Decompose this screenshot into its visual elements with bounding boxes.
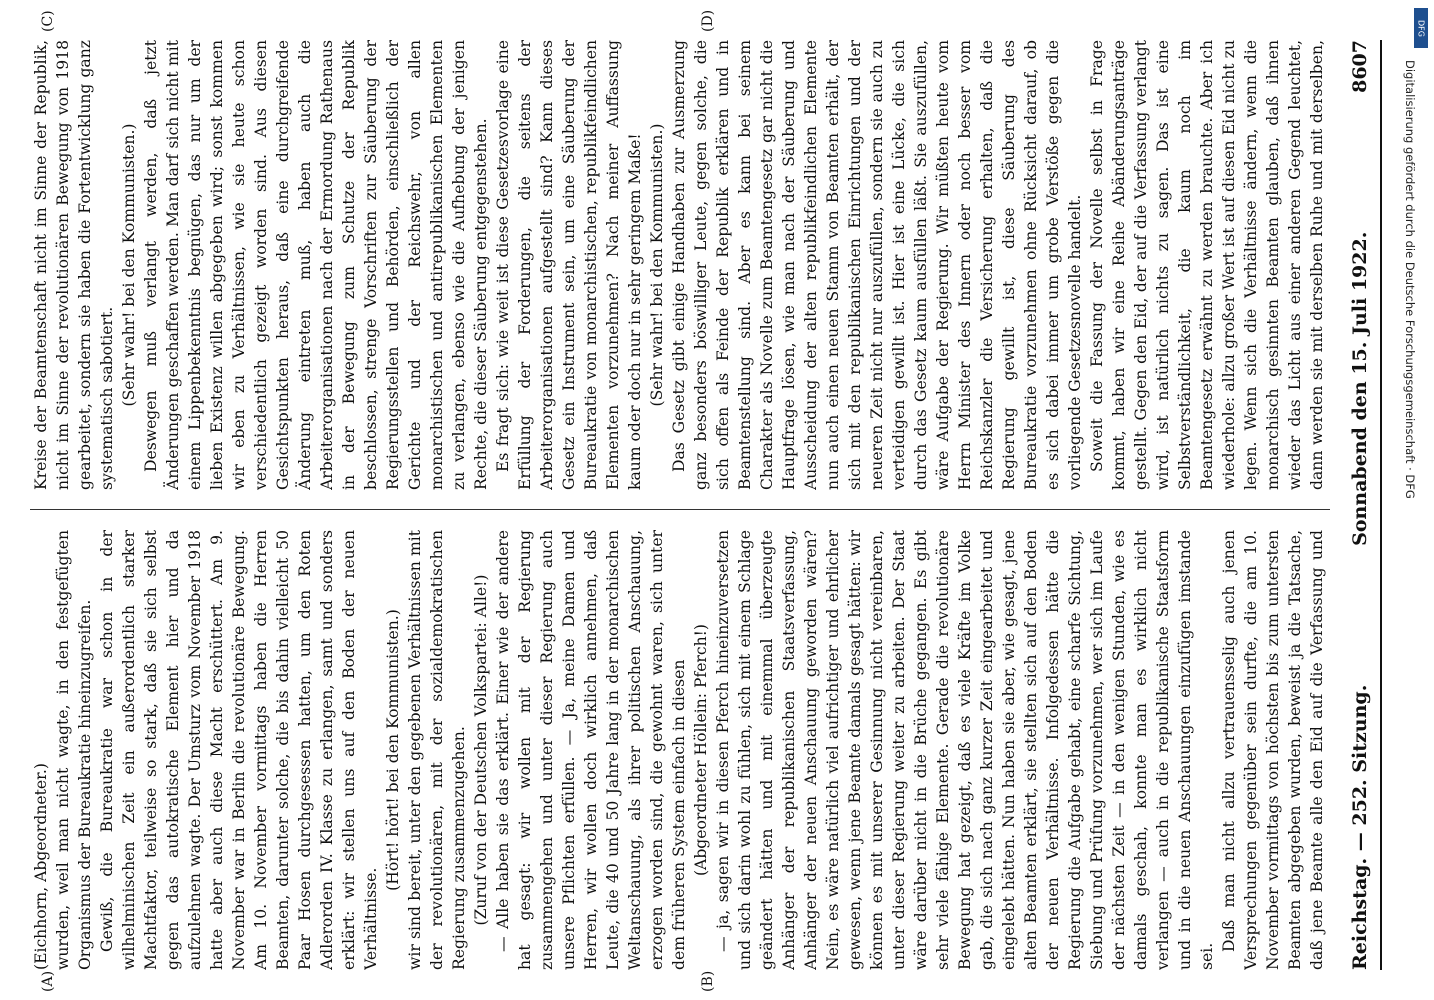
paragraph: (Sehr wahr! bei den Kommunisten.)	[120, 123, 138, 407]
paragraph: Kreise der Beamtenschaft nicht im Sinne der Republik, nicht im Sinne der revolutionären Bewegung von 1918 gearbeitet, sondern sie haben die Fortentwicklung ganz systematisch sabotiert.	[32, 40, 116, 490]
header-session: Reichstag. — 252. Sitzung.	[1349, 684, 1371, 970]
dfg-logo: DFG	[1414, 8, 1428, 48]
paragraph: Daß man nicht allzu vertrauensselig auch jenen Versprechungen gegenüber sein durfte, die am 10. November vormittags von höchsten bis zum untersten Beamten abgegeben wurden, beweist ja die Tatsache, daß jene Beamte alle den Eid auf die Verfassung und	[1220, 530, 1326, 970]
paragraph: (Sehr wahr! bei den Kommunisten.)	[648, 123, 666, 407]
margin-marker-d: (D)	[700, 9, 716, 32]
text-column-right	[30, 40, 1330, 490]
margin-marker-c: (C)	[40, 10, 56, 32]
paragraph: Das Gesetz gibt einige Handhaben zur Ausmerzung ganz besonders böswilliger Leute, gegen solche, die sich offen als Feinde der Republik erklären und in Beamtenstellung sind. Aber es kann bei seinem Charakter als Novelle zum Beamtengesetz gar nicht die Hauptfrage lösen, wie man nach der Säuberung und Ausscheidung der alten republikfeindlichen Elemente nun auch einen neuen Stamm von Beamten erhält, der sich mit den republikanischen Einrichtungen und der neueren Zeit nicht nur auszufüllen, sondern sie auch zu verteidigen gewillt ist. Hier ist eine Lücke, die sich durch das Gesetz kaum ausfüllen läßt. Sie auszufüllen, wäre Aufgabe der Regierung. Wir müßten heute vom Herrn Minister des Innern oder noch besser vom Reichskanzler die Versicherung erhalten, daß die Regierung gewillt ist, diese Säuberung des Bureaukratie vorzunehmen ohne Rücksicht darauf, ob es sich dabei immer um grobe Verstöße gegen die vorliegende Gesetzesnovelle handelt.	[670, 40, 1084, 490]
digitization-note-text: Digitalisierung gefördert durch die Deutsche Forschungsgemeinschaft · DFG	[1403, 60, 1417, 499]
paragraph: (Hört! hört! bei den Kommunisten.)	[384, 609, 402, 891]
paragraph: Es fragt sich: wie weit ist diese Gesetzesvorlage eine Erfüllung der Forderungen, die seitens der Arbeiterorganisationen aufgestellt sind? Kann dieses Gesetz ein Instrument sein, um eine Säuberung der Bureaukratie von monarchistischen, republikfeindlichen Elementen vorzunehmen? Nach meiner Auffassung kaum oder doch nur in sehr geringem Maße!	[494, 40, 644, 490]
paragraph: (Eichhorn, Abgeordneter.)	[32, 763, 50, 970]
paragraph: Soweit die Fassung der Novelle selbst in Frage kommt, haben wir eine Reihe Abänderungsanträge gestellt. Gegen den Eid, der auf die Verfassung verlangt wird, ist natürlich nichts zu sagen. Das ist eine Selbstverständlichkeit, die kaum noch im Beamtengesetz erwähnt zu werden brauchte. Aber ich wiederhole: allzu großer Wert ist auf diesen Eid nicht zu legen. Wenn sich die Verhältnisse ändern, wenn die monarchisch gesinnten Beamten glauben, daß ihnen wieder das Licht aus einer anderen Gegend leuchtet, dann werden sie mit derselben Ruhe und mit derselben,	[1088, 40, 1326, 490]
paragraph: — ja, sagen wir in diesen Pferch hineinzuversetzen und sich darin wohl zu fühlen, sich mit einem Schlage geändert hätten und mit einemmal überzeugte Anhänger der republikanischen Staatsverfassung, Anhänger der neuen Anschauung geworden wären? Nein, es wäre natürlich viel aufrichtiger und ehrlicher gewesen, wenn jene Beamte damals gesagt hätten: wir können es mit unserer Gesinnung nicht vereinbaren, unter dieser Regierung weiter zu arbeiten. Der Staat wäre darüber nicht in die Brüche gegangen. Es gibt sehr viele fähige Elemente. Gerade die revolutionäre Bewegung hat gezeigt, daß es viele Kräfte im Volke gab, die sich nach ganz kurzer Zeit eingearbeitet und eingelebt hätten. Nun haben sie aber, wie gesagt, jene alten Beamten erklärt, sie stellten sich auf den Boden der neuen Verhältnisse. Infolgedessen hätte die Regierung die Aufgabe gehabt, eine scharfe Sichtung, Siebung und Prüfung vorzunehmen, wer sich im Laufe der nächsten Zeit — in den wenigen Stunden, wie es damals geschah, konnte man es wirklich nicht verlangen — auch in die republikanische Staatsform und in die neuen Anschauungen einzufügen imstande sei.	[714, 530, 1216, 970]
paragraph: (Zuruf von der Deutschen Volkspartei: Alle!)	[472, 574, 490, 926]
page-header	[1340, 40, 1382, 970]
margin-marker-a: (A)	[40, 970, 56, 992]
paragraph: wurden, weil man nicht wagte, in den festgefügten Organismus der Bureaukratie hineinzugreifen.	[54, 530, 94, 970]
paragraph: (Abgeordneter Höllein: Pferch!)	[692, 623, 710, 877]
digitization-note	[1395, 60, 1425, 940]
header-date: Sonnabend den 15. Juli 1922.	[1349, 231, 1371, 546]
paragraph: Deswegen muß verlangt werden, daß jetzt Änderungen geschaffen werden. Man darf sich nicht mit einem Lippenbekenntnis begnügen, das nur um der lieben Existenz willen abgegeben wird; sonst kommen wir eben zu Verhältnissen, wie sie heute schon verschiedentlich gezeigt worden sind. Aus diesen Gesichtspunkten heraus, daß eine durchgreifende Änderung eintreten muß, haben auch die Arbeiterorganisationen nach der Ermordung Rathenaus in der Bewegung zum Schutze der Republik beschlossen, strenge Vorschriften zur Säuberung der Regierungsstellen und Behörden, einschließlich der Gerichte und der Reichswehr, von allen monarchistischen und antirepublikanischen Elementen zu verlangen, ebenso wie die Aufhebung der jenigen Rechte, die dieser Säuberung entgegenstehen.	[142, 40, 490, 490]
paragraph: wir sind bereit, unter den gegebenen Verhältnissen mit der revolutionären, mit der sozialdemokratischen Regierung zusammenzugehen.	[406, 530, 468, 970]
page-number: 8607	[1349, 40, 1371, 93]
paragraph: Gewiß, die Bureaukratie war schon in der wilhelminischen Zeit ein außerordentlich starker Machtfaktor, teilweise so stark, daß sie sich selbst gegen das autokratische Element hier und da aufzulehnen wagte. Der Umsturz vom November 1918 hatte aber auch diese Macht erschüttert. Am 9. November war in Berlin die revolutionäre Bewegung. Am 10. November vormittags haben die Herren Beamten, darunter solche, die bis dahin vielleicht 50 Paar Hosen durchgesessen hatten, um den Roten Adlerorden IV. Klasse zu erlangen, samt und sonders erklärt: wir stellen uns auf den Boden der neuen Verhältnisse.	[98, 530, 380, 970]
margin-marker-b: (B)	[700, 970, 716, 992]
text-column-left	[30, 530, 1330, 970]
paragraph: — Alle haben sie das erklärt. Einer wie der andere hat gesagt: wir wollen mit der Regierung zusammengehen und unter dieser Regierung auch unsere Pflichten erfüllen. — Ja, meine Damen und Herren, wir wollen doch wirklich annehmen, daß Leute, die 40 und 50 Jahre lang in der monarchischen Weltanschauung, als ihrer politischen Anschauung, erzogen worden sind, die gewohnt waren, sich unter dem früheren System einfach in diesen	[494, 530, 688, 970]
column-divider	[30, 509, 1330, 510]
